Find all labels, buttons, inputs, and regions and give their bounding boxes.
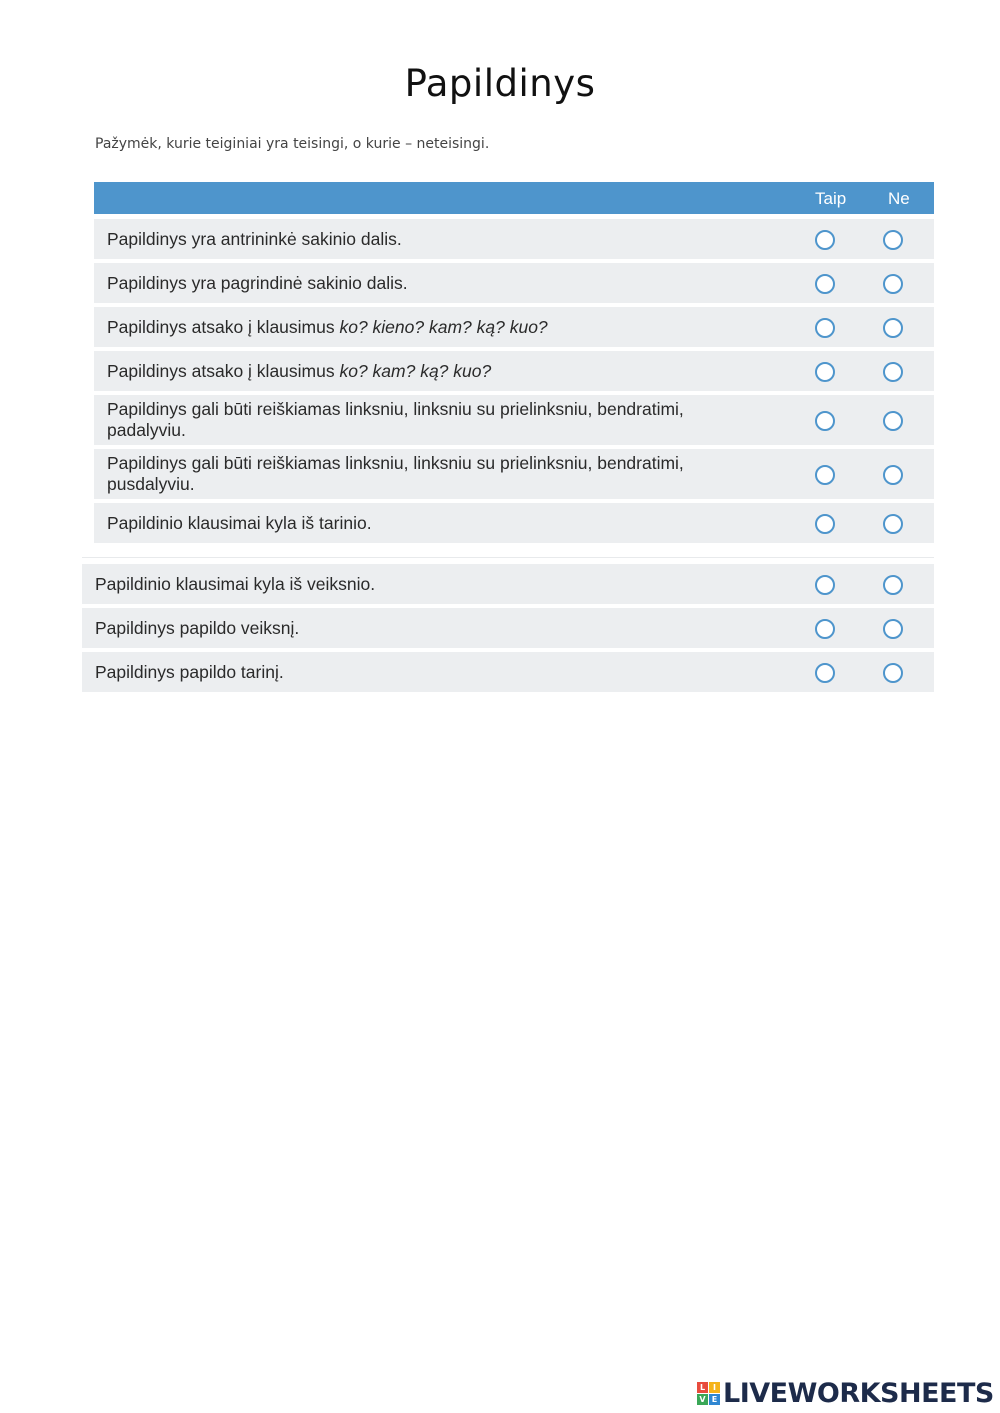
statement-text — [107, 361, 757, 382]
ne-radio[interactable] — [883, 619, 903, 639]
statement-text — [95, 574, 745, 595]
statement-row — [94, 503, 934, 543]
statement-text-main: Papildinys gali būti reiškiamas linksniu, linksniu su prielinksniu, bendratimi, pusdalyviu. — [107, 453, 684, 494]
taip-radio[interactable] — [815, 465, 835, 485]
statement-text-main: Papildinys atsako į klausimus — [107, 317, 340, 337]
ne-radio[interactable] — [883, 318, 903, 338]
ne-radio[interactable] — [883, 514, 903, 534]
statement-text — [107, 317, 757, 338]
statement-text-main: Papildinys atsako į klausimus — [107, 361, 340, 381]
statement-text — [107, 273, 757, 294]
column-header-ne: Ne — [888, 189, 910, 208]
taip-radio[interactable] — [815, 575, 835, 595]
ne-radio[interactable] — [883, 575, 903, 595]
statement-text-main: Papildinio klausimai kyla iš veiksnio. — [95, 574, 376, 594]
statement-row — [82, 608, 934, 648]
ne-radio[interactable] — [883, 230, 903, 250]
ne-radio[interactable] — [883, 362, 903, 382]
taip-radio[interactable] — [815, 411, 835, 431]
statement-text — [107, 513, 757, 534]
statement-text-main: Papildinys yra pagrindinė sakinio dalis. — [107, 273, 408, 293]
statement-text-main: Papildinys papildo veiksnį. — [95, 618, 300, 638]
logo-text: LIVEWORKSHEETS — [723, 1377, 994, 1409]
statement-text-main: Papildinio klausimai kyla iš tarinio. — [107, 513, 372, 533]
liveworksheets-logo — [697, 1378, 994, 1408]
page-title: Papildinys — [404, 62, 596, 105]
statement-row — [94, 351, 934, 391]
statement-row — [94, 219, 934, 259]
taip-radio[interactable] — [815, 274, 835, 294]
statement-text-main: Papildinys papildo tarinį. — [95, 662, 284, 682]
ne-radio[interactable] — [883, 663, 903, 683]
instruction-text: Pažymėk, kurie teiginiai yra teisingi, o kurie – neteisingi. — [95, 136, 490, 152]
statement-row — [82, 564, 934, 604]
ne-radio[interactable] — [883, 274, 903, 294]
taip-radio[interactable] — [815, 663, 835, 683]
statement-row — [94, 449, 934, 499]
ne-radio[interactable] — [883, 465, 903, 485]
statement-text-italic: ko? kam? ką? kuo? — [339, 361, 492, 381]
taip-radio[interactable] — [815, 230, 835, 250]
statement-row — [94, 263, 934, 303]
statement-text — [95, 618, 745, 639]
column-header-taip: Taip — [815, 189, 847, 208]
statement-text-main: Papildinys gali būti reiškiamas linksniu, linksniu su prielinksniu, bendratimi, padalyviu. — [107, 399, 684, 440]
statement-row — [94, 307, 934, 347]
taip-radio[interactable] — [815, 362, 835, 382]
statement-text — [107, 453, 757, 495]
statement-text — [95, 662, 745, 683]
statement-text-main: Papildinys yra antrininkė sakinio dalis. — [107, 229, 402, 249]
statement-row — [82, 652, 934, 692]
statement-text — [107, 399, 757, 441]
statement-text-italic: ko? kieno? kam? ką? kuo? — [339, 317, 548, 337]
table-header — [94, 182, 934, 214]
statement-row — [94, 395, 934, 445]
taip-radio[interactable] — [815, 514, 835, 534]
statement-text — [107, 229, 757, 250]
taip-radio[interactable] — [815, 619, 835, 639]
taip-radio[interactable] — [815, 318, 835, 338]
divider — [82, 557, 934, 558]
ne-radio[interactable] — [883, 411, 903, 431]
logo-mark-icon: L I V E — [697, 1382, 720, 1405]
